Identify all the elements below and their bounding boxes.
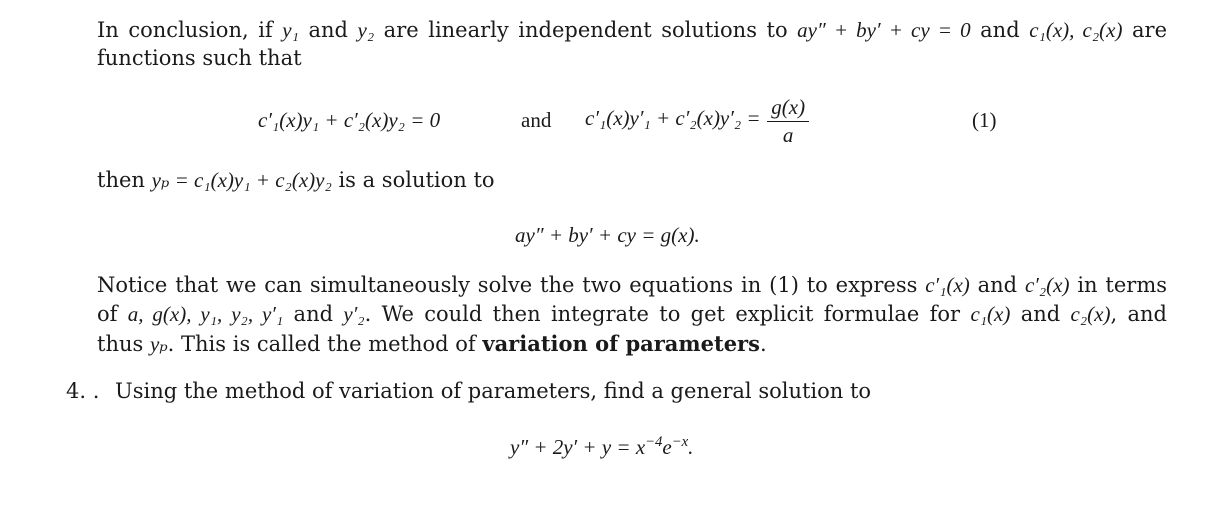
paragraph-conclusion-line2: functions such that (97, 46, 302, 70)
equation1-tag: (1) (972, 108, 997, 132)
text-run: In conclusion, if (97, 18, 283, 42)
text-run: and (969, 273, 1025, 297)
text-run: and (1010, 302, 1071, 326)
paragraph-then (97, 166, 1167, 195)
math-c-functions: c₁(x), c₂(x) (1029, 18, 1123, 42)
math-c1: c₁(x) (970, 302, 1011, 326)
math-y2-prime: y′₂ (343, 302, 365, 326)
paragraph-conclusion-line1 (97, 16, 1167, 45)
paragraph-notice-line1 (97, 271, 1167, 300)
text-run: and (283, 302, 344, 326)
text-run: , and (1110, 302, 1167, 326)
exponent-2: −x (671, 434, 689, 450)
fraction-denominator: a (782, 123, 794, 147)
equation1-connector: and (521, 108, 552, 132)
paragraph-notice-line3 (97, 329, 1167, 359)
equation1-middle: c′₁(x)y′₁ + c′₂(x)y′₂ = (585, 106, 761, 130)
text-run: of (97, 302, 128, 326)
text-run: . (759, 332, 767, 356)
equation1-left: c′₁(x)y₁ + c′₂(x)y₂ = 0 (258, 108, 441, 132)
problem-number: 4. . (66, 379, 100, 403)
text-run: in terms (1069, 273, 1168, 297)
problem-equation (510, 433, 693, 462)
math-yp: yₚ (149, 332, 168, 356)
math-c2: c₂(x) (1070, 302, 1111, 326)
problem-text: Using the method of variation of parameters, find a general solution to (115, 379, 872, 403)
text-run: and (298, 18, 358, 42)
math-ode: ay″ + by′ + cy = 0 (797, 18, 971, 42)
text-run: Notice that we can simultaneously solve the two equations in (1) to express (97, 273, 926, 297)
math-y2: y₂ (357, 18, 375, 42)
math-yp-definition: yₚ = c₁(x)y₁ + c₂(x)y₂ (151, 168, 332, 192)
equation2: ay″ + by′ + cy = g(x). (515, 223, 700, 247)
paragraph-notice-line2 (97, 300, 1167, 329)
equation1-right (585, 92, 809, 147)
euler-e: e (662, 435, 672, 459)
bold-term: variation of parameters (482, 331, 760, 356)
equation-base: y″ + 2y′ + y = x (510, 435, 646, 459)
period: . (688, 435, 694, 459)
text-run: is a solution to (331, 168, 495, 192)
text-run: . We could then integrate to get explicit formulae for (364, 302, 971, 326)
text-run: are (1122, 18, 1168, 42)
math-c2-prime: c′₂(x) (1024, 273, 1070, 297)
exponent-1: −4 (645, 434, 663, 450)
text-run: thus (97, 332, 150, 356)
text-run: then (97, 168, 152, 192)
math-variable-list: a, g(x), y₁, y₂, y′₁ (127, 302, 284, 326)
text-run: and (970, 18, 1030, 42)
math-c1-prime: c′₁(x) (925, 273, 970, 297)
math-y1: y₁ (282, 18, 299, 42)
fraction-numerator: g(x) (767, 94, 809, 122)
fraction-g-over-a (767, 94, 809, 149)
text-run: are linearly independent solutions to (374, 18, 798, 42)
text-run: . This is called the method of (167, 332, 483, 356)
